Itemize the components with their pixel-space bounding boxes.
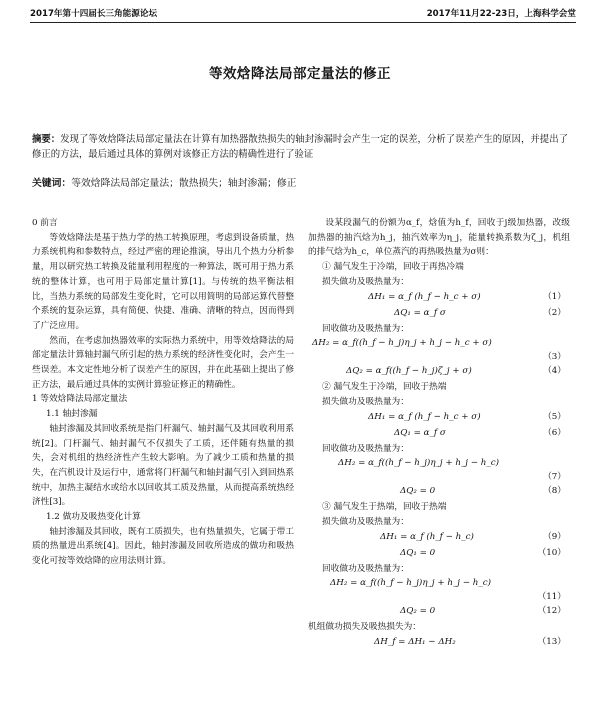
equation-number: （2） <box>543 307 566 318</box>
section-heading: 1 等效焓降法局部定量法 <box>32 394 128 405</box>
equation-number: （11） <box>537 592 566 603</box>
equation-number: （9） <box>543 531 566 542</box>
keywords <box>32 177 572 191</box>
equation-formula: ΔH₁ = α_f (h_f − h_c + σ) <box>368 411 481 422</box>
equation-number: （10） <box>537 547 566 558</box>
header-conference: 2017年第十四届长三角能源论坛 <box>30 9 158 19</box>
equation-formula: ΔH₁ = α_f (h_f − h_c) <box>380 531 474 542</box>
equation-formula: ΔH_f = ΔH₁ − ΔH₂ <box>374 637 456 648</box>
paper-title: 等效焓降法局部定量法的修正 <box>209 66 391 82</box>
abstract-text: 发现了等效焓降法局部定量法在计算有加热器散热损失的轴封渗漏时会产生一定的误差，分析了误差产生的原因，并提出了修正的方法，最后通过具体的算例对该修正方法的精确性进行了验证 <box>32 134 568 160</box>
case-heading: ① 漏气发生于冷端，回收于再热冷端 <box>322 262 464 273</box>
paragraph: 然而，在考虑加热器效率的实际热力系统中，用等效焓降法的局部定量法计算轴封漏气所引起的热力系统的经济性变化时，会产生一些误差。本文定性地分析了误差产生的原因，并在此基础上提出了修正方法，最后通过具体的实例计算验证修正的精确性。 <box>32 335 294 390</box>
running-header <box>30 6 576 23</box>
section-heading: 0 前言 <box>32 218 58 228</box>
equation <box>308 576 570 604</box>
equation-formula: ΔH₂ = α_f((h_f − h_j)η_j + h_j − h_c + σ) <box>312 338 492 349</box>
equation <box>308 364 570 380</box>
left-column <box>32 216 294 569</box>
equation <box>308 456 570 484</box>
case-label: 回收做功及吸热量为： <box>322 563 409 574</box>
case-label: 损失做功及吸热量为： <box>322 396 409 407</box>
equation-formula: ΔQ₂ = 0 <box>400 486 436 497</box>
equation-number: （7） <box>543 472 566 483</box>
case-heading: ② 漏气发生于冷端，回收于热端 <box>322 382 447 393</box>
equation <box>308 426 570 442</box>
equation-number: （6） <box>543 427 566 438</box>
equation-number: （13） <box>537 637 566 648</box>
abstract-label: 摘要： <box>32 134 61 145</box>
equation-formula: ΔQ₁ = α_f σ <box>394 427 446 438</box>
paragraph: 轴封渗漏及其回收，既有工质损失，也有热量损失，它属于带工质的热量进出系统[4]。因此，轴封渗漏及回收所造成的做功和吸热变化可按等效焓降的应用法则计算。 <box>32 526 294 567</box>
right-column <box>308 216 570 651</box>
paragraph: 设某段漏气的份额为α_f，焓值为h_f，回收于j级加热器，改级加热器的抽汽焓为h_j，抽汽效率为η_j，能量转换系数为ζ_j，机组的排气焓为h_c，单位蒸汽的再热吸热量为σ则： <box>308 218 570 258</box>
equation <box>308 306 570 322</box>
equation-number: （1） <box>543 291 566 302</box>
equation <box>308 484 570 500</box>
paragraph: 机组做功损失及吸热损失为： <box>308 622 421 633</box>
equation-number: （4） <box>543 366 566 377</box>
header-date-venue: 2017年11月22-23日，上海科学会堂 <box>426 9 576 19</box>
equation-number: （8） <box>543 486 566 497</box>
equation-number: （3） <box>543 352 566 363</box>
equation-number: （12） <box>537 606 566 617</box>
case-label: 损失做功及吸热量为： <box>322 517 409 528</box>
equation <box>308 410 570 426</box>
equation-formula: ΔQ₂ = 0 <box>400 606 436 617</box>
subsection-heading: 1.1 轴封渗漏 <box>46 409 98 420</box>
equation-formula: ΔH₂ = α_f((h_f − h_j)η_j + h_j − h_c) <box>338 458 499 469</box>
equation-formula: ΔQ₁ = 0 <box>400 547 436 558</box>
equation-formula: ΔQ₂ = α_f((h_f − h_j)ζ_j + σ) <box>346 366 472 377</box>
equation-number: （5） <box>543 411 566 422</box>
equation-formula: ΔQ₁ = α_f σ <box>394 307 446 318</box>
case-label: 损失做功及吸热量为： <box>322 276 409 287</box>
equation <box>308 290 570 306</box>
case-label: 回收做功及吸热量为： <box>322 443 409 454</box>
case-heading: ③ 漏气发生于热端，回收于热端 <box>322 502 447 513</box>
equation <box>308 604 570 620</box>
abstract <box>32 133 568 162</box>
equation <box>308 635 570 651</box>
equation <box>308 336 570 364</box>
paragraph: 等效焓降法是基于热力学的热工转换原理，考虑到设备质量，热力系统机构和参数特点，经过严密的理论推演，导出几个热力分析参量，用以研究热工转换及能量利用程度的一种算法，既可用于热力系统的整体计算，也可用于局部定量计算[1]。与传统的热平衡法相比，当热力系统的局部发生变化时，它可以用简明的局部运算代替整个系统的复杂运算，具有简便、快捷、准确、清晰的特点，因而得到了广泛应用。 <box>32 232 294 331</box>
keywords-text: 等效焓降法局部定量法；散热损失；轴封渗漏；修正 <box>71 178 297 189</box>
equation-formula: ΔH₂ = α_f((h_f − h_j)η_j + h_j − h_c) <box>330 578 491 589</box>
equation <box>308 546 570 562</box>
equation-formula: ΔH₁ = α_f (h_f − h_c + σ) <box>368 291 481 302</box>
case-label: 回收做功及吸热量为： <box>322 323 409 334</box>
keywords-label: 关键词： <box>32 178 72 189</box>
subsection-heading: 1.2 做功及吸热变化计算 <box>46 512 141 523</box>
equation <box>308 530 570 546</box>
paragraph: 轴封渗漏及其回收系统是指门杆漏气、轴封漏气及其回收利用系统[2]。门杆漏气、轴封漏气不仅损失了工质，还伴随有热量的损失，会对机组的热经济性产生较大影响。为了减少工质和热量的损失，在汽机设计及运行中，通常将门杆漏气和轴封漏气引入到回热系统中，加热主凝结水或给水以回收其工质及热量，从而提高系统热经济性[3]。 <box>32 423 294 508</box>
